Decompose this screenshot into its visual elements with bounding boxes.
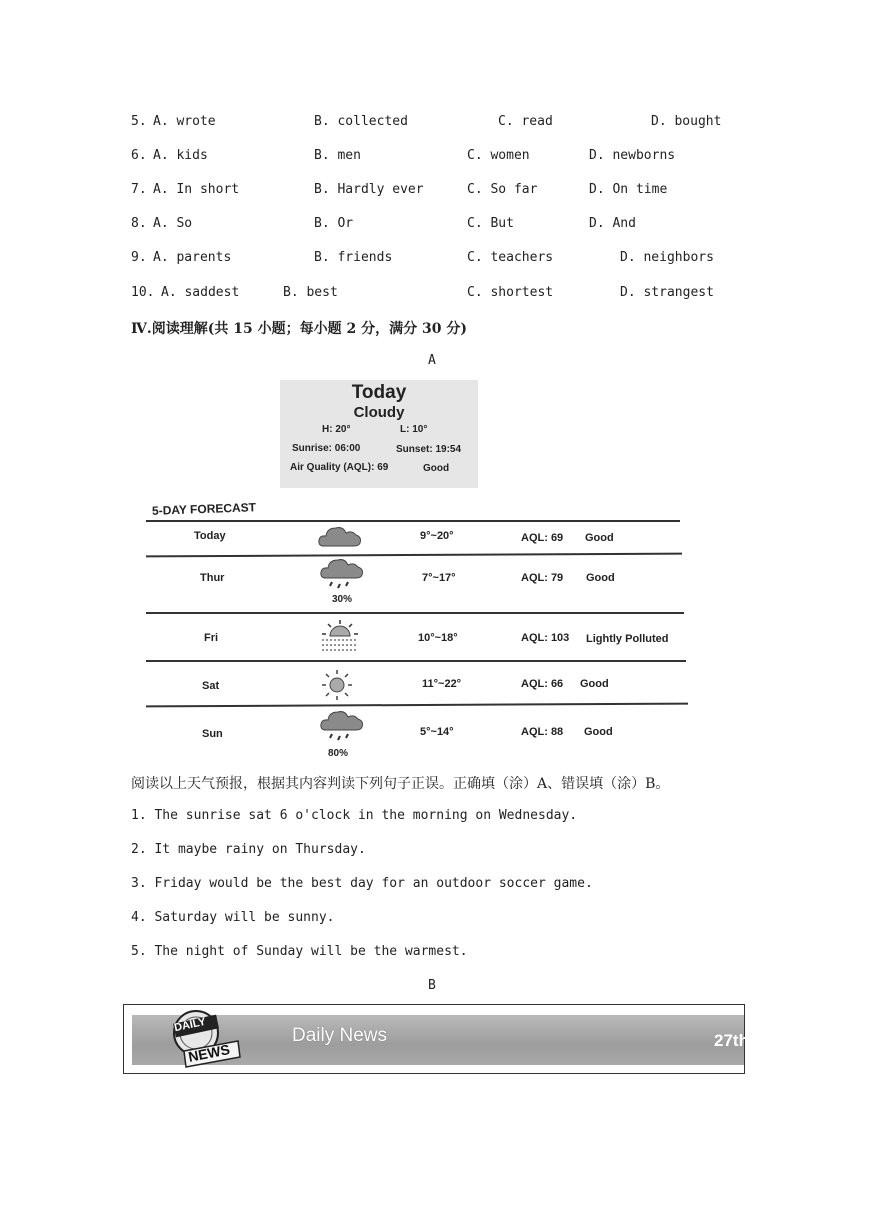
- forecast-aql: AQL: 103: [521, 632, 570, 644]
- forecast-temp: 10°~18°: [418, 632, 458, 644]
- today-title: Today: [351, 382, 407, 403]
- sun-icon: [320, 668, 354, 702]
- forecast-temp: 5°~14°: [420, 726, 454, 738]
- option-d: D. newborns: [589, 148, 676, 163]
- option-a: A. In short: [153, 182, 240, 197]
- forecast-divider: [146, 520, 680, 522]
- question-number: 6.: [131, 148, 147, 163]
- option-b: B. Hardly ever: [314, 182, 424, 197]
- option-c: C. read: [498, 114, 553, 129]
- option-d: D. On time: [589, 182, 668, 197]
- option-a: A. kids: [153, 148, 208, 163]
- part-a-label: A: [428, 353, 436, 368]
- statement-item: 4. Saturday will be sunny.: [131, 910, 335, 925]
- forecast-day: Today: [194, 530, 226, 542]
- today-low: L: 10°: [400, 424, 428, 435]
- option-d: D. And: [589, 216, 636, 231]
- forecast-status: Good: [584, 726, 613, 738]
- forecast-aql: AQL: 66: [521, 678, 564, 690]
- question-number: 10.: [131, 285, 155, 300]
- forecast-divider: [146, 612, 684, 614]
- today-condition: Cloudy: [353, 404, 405, 421]
- forecast-day: Fri: [204, 632, 219, 644]
- news-title: Daily News: [292, 1025, 388, 1046]
- forecast-row-sat: [140, 666, 688, 716]
- rain-chance: 80%: [328, 748, 349, 759]
- forecast-day: Sun: [202, 728, 223, 740]
- option-c: C. But: [467, 216, 514, 231]
- question-number: 8.: [131, 216, 147, 231]
- rain-chance: 30%: [332, 594, 353, 605]
- cloze-question-10: [0, 285, 869, 305]
- today-sunset: Sunset: 19:54: [396, 444, 462, 455]
- five-day-forecast: [140, 496, 688, 764]
- forecast-aql: AQL: 79: [521, 572, 564, 584]
- question-number: 7.: [131, 182, 147, 197]
- forecast-day: Thur: [200, 572, 225, 584]
- cloze-question-7: [0, 182, 869, 202]
- option-b: B. Or: [314, 216, 354, 231]
- today-weather-card: [280, 380, 478, 488]
- option-a: A. parents: [153, 250, 232, 265]
- option-c: C. So far: [467, 182, 538, 197]
- forecast-status: Lightly Polluted: [586, 633, 669, 645]
- question-number: 5.: [131, 114, 147, 129]
- instruction: 阅读以上天气预报，根据其内容判读下列句子正误。正确填（涂）A、错误填（涂）B。: [131, 776, 670, 792]
- statement-item: 2. It maybe rainy on Thursday.: [131, 842, 366, 857]
- section-title: Ⅳ.阅读理解(共 15 小题；每小题 2 分，满分 30 分): [131, 321, 467, 337]
- option-a: A. wrote: [153, 114, 216, 129]
- forecast-temp: 7°~17°: [422, 572, 456, 584]
- option-d: D. bought: [651, 114, 722, 129]
- cloze-question-6: [0, 148, 869, 168]
- option-c: C. shortest: [467, 285, 554, 300]
- option-a: A. So: [153, 216, 193, 231]
- forecast-row-thur: [140, 558, 688, 608]
- logo-bottom-text: NEWS: [186, 1041, 232, 1065]
- forecast-status: Good: [586, 572, 615, 584]
- haze-icon: [318, 618, 362, 654]
- option-c: C. teachers: [467, 250, 554, 265]
- statement-item: 5. The night of Sunday will be the warmest.: [131, 944, 468, 959]
- option-d: D. neighbors: [620, 250, 714, 265]
- daily-news-banner: [123, 1004, 749, 1074]
- today-aql-status: Good: [423, 463, 450, 474]
- forecast-temp: 11°~22°: [422, 678, 462, 690]
- forecast-title: 5-DAY FORECAST: [151, 500, 257, 518]
- forecast-aql: AQL: 69: [521, 532, 564, 544]
- option-b: B. collected: [314, 114, 408, 129]
- cloze-question-8: [0, 216, 869, 236]
- option-c: C. women: [467, 148, 530, 163]
- rain-icon: [320, 710, 364, 744]
- forecast-aql: AQL: 88: [521, 726, 564, 738]
- option-b: B. friends: [314, 250, 393, 265]
- forecast-row-fri: [140, 618, 688, 668]
- today-sunrise: Sunrise: 06:00: [292, 443, 361, 454]
- cloze-question-9: [0, 250, 869, 270]
- option-b: B. men: [314, 148, 361, 163]
- forecast-status: Good: [580, 678, 609, 690]
- today-aql: Air Quality (AQL): 69: [290, 462, 389, 473]
- statement-item: 3. Friday would be the best day for an outdoor soccer game.: [131, 876, 593, 891]
- forecast-status: Good: [585, 532, 614, 544]
- part-b-label: B: [428, 978, 436, 993]
- option-b: B. best: [283, 285, 338, 300]
- cloud-icon: [318, 524, 362, 548]
- cloze-question-5: [0, 114, 869, 134]
- forecast-temp: 9°~20°: [420, 530, 454, 542]
- question-number: 9.: [131, 250, 147, 265]
- logo-top-text: DAILY: [173, 1015, 207, 1035]
- option-d: D. strangest: [620, 285, 714, 300]
- news-date: 27th: [714, 1031, 749, 1050]
- forecast-row-sun: [140, 710, 688, 760]
- option-a: A. saddest: [161, 285, 240, 300]
- rain-icon: [320, 558, 364, 592]
- statement-item: 1. The sunrise sat 6 o'clock in the morning on Wednesday.: [131, 808, 578, 823]
- today-high: H: 20°: [322, 424, 351, 435]
- forecast-day: Sat: [202, 680, 220, 692]
